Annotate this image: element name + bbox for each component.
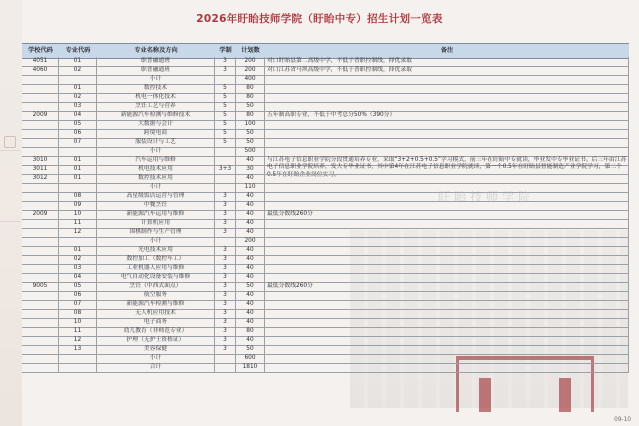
header-duration: 学制 xyxy=(219,47,232,54)
major-name-cell: 护理（无护士资格证） xyxy=(97,336,215,345)
duration-cell xyxy=(215,147,236,156)
major-name-cell: 大数据与会计 xyxy=(97,120,215,129)
school-code-cell xyxy=(22,102,59,111)
header-plan-count: 计划数 xyxy=(241,47,260,54)
duration-cell: 3 xyxy=(215,345,236,354)
major-name-cell: 计算机应用 xyxy=(97,219,215,228)
major-code-cell: 03 xyxy=(59,102,97,111)
school-code-cell xyxy=(22,327,59,336)
major-code-cell: 02 xyxy=(59,93,97,102)
major-name-cell: 机电技术应用 xyxy=(97,165,215,174)
plan-count-cell: 600 xyxy=(236,354,265,363)
major-code-cell: 04 xyxy=(59,111,97,120)
plan-count-cell: 80 xyxy=(236,111,265,120)
duration-cell: 5 xyxy=(215,111,236,120)
plan-count-cell: 1810 xyxy=(236,363,265,372)
major-code-cell: 01 xyxy=(59,156,97,165)
note-cell xyxy=(265,174,629,183)
note-cell xyxy=(265,102,629,111)
major-name-cell: 小计 xyxy=(97,147,215,156)
major-code-cell: 12 xyxy=(59,336,97,345)
plan-count-cell: 200 xyxy=(236,237,265,246)
major-name-cell: 机电一体化技术 xyxy=(97,93,215,102)
major-name-cell: 无人机应用技术 xyxy=(97,309,215,318)
note-cell xyxy=(265,363,629,372)
header-major-code: 专业代码 xyxy=(65,47,91,54)
school-code-cell xyxy=(22,120,59,129)
header-school-code: 学校代码 xyxy=(28,47,53,54)
school-code-cell xyxy=(22,255,59,264)
duration-cell: 5 xyxy=(215,129,236,138)
plan-count-cell: 40 xyxy=(236,156,265,165)
major-name-cell: 小计 xyxy=(97,237,215,246)
note-cell xyxy=(265,75,629,84)
plan-count-cell: 40 xyxy=(236,174,265,183)
page-number: 09-10 xyxy=(614,417,631,423)
major-code-cell: 08 xyxy=(59,309,97,318)
school-code-cell: 3010 xyxy=(22,156,59,165)
school-code-cell xyxy=(22,138,59,147)
note-cell xyxy=(265,264,629,273)
major-code-cell xyxy=(59,354,97,363)
left-mark-icon xyxy=(4,136,16,148)
note-cell: 五年制高职专业，不低于中考总分50%（390分） xyxy=(265,111,629,120)
plan-count-cell: 30 xyxy=(236,165,265,174)
left-lines-decoration xyxy=(0,150,20,222)
note-cell xyxy=(265,120,629,129)
major-name-cell: 数控技术应用 xyxy=(97,174,215,183)
plan-count-cell: 40 xyxy=(236,291,265,300)
major-code-cell: 01 xyxy=(59,165,97,174)
header-major-name: 专业名称及方向 xyxy=(134,47,178,54)
duration-cell: 3 xyxy=(215,264,236,273)
duration-cell xyxy=(215,237,236,246)
duration-cell: 3 xyxy=(215,228,236,237)
school-code-cell xyxy=(22,183,59,192)
major-code-cell: 01 xyxy=(59,174,97,183)
major-code-cell: 01 xyxy=(59,57,97,66)
major-name-cell: 职普融通班 xyxy=(97,66,215,75)
school-code-cell: 4051 xyxy=(22,57,59,66)
admission-plan-table xyxy=(22,43,629,411)
note-cell: 对口江苏省马坝高级中学，不低于普职控制线，择优录取 xyxy=(265,66,629,75)
school-code-cell xyxy=(22,336,59,345)
note-cell xyxy=(265,255,629,264)
major-name-cell: 数控技术 xyxy=(97,84,215,93)
note-cell xyxy=(265,237,629,246)
school-code-cell xyxy=(22,219,59,228)
plan-count-cell: 40 xyxy=(236,309,265,318)
school-code-cell: 2009 xyxy=(22,111,59,120)
major-name-cell: 服装设计与工艺 xyxy=(97,138,215,147)
note-cell xyxy=(265,318,629,327)
duration-cell xyxy=(215,363,236,372)
plan-count-cell: 110 xyxy=(236,183,265,192)
major-name-cell: 合计 xyxy=(97,363,215,372)
major-code-cell: 12 xyxy=(59,228,97,237)
major-code-cell: 11 xyxy=(59,327,97,336)
major-name-cell: 新能源汽车检测与维修技术 xyxy=(97,111,215,120)
major-name-cell: 烹饪（中西式面点） xyxy=(97,282,215,291)
school-code-cell xyxy=(22,309,59,318)
note-cell xyxy=(265,93,629,102)
major-name-cell: 电子商务 xyxy=(97,318,215,327)
plan-count-cell: 50 xyxy=(236,345,265,354)
note-cell xyxy=(265,129,629,138)
plan-count-cell: 50 xyxy=(236,129,265,138)
duration-cell: 5 xyxy=(215,93,236,102)
duration-cell: 3+3 xyxy=(215,165,236,174)
major-code-cell: 09 xyxy=(59,201,97,210)
duration-cell: 5 xyxy=(215,84,236,93)
duration-cell: 3 xyxy=(215,255,236,264)
duration-cell: 3 xyxy=(215,273,236,282)
duration-cell: 3 xyxy=(215,291,236,300)
school-code-cell xyxy=(22,291,59,300)
duration-cell: 3 xyxy=(215,327,236,336)
plan-count-cell: 80 xyxy=(236,93,265,102)
duration-cell: 3 xyxy=(215,66,236,75)
plan-count-cell: 50 xyxy=(236,102,265,111)
note-cell: 最低分数线260分 xyxy=(265,282,629,291)
major-name-cell: 美容保健 xyxy=(97,345,215,354)
major-name-cell: 新能源汽车检测与维修 xyxy=(97,300,215,309)
note-cell xyxy=(265,228,629,237)
major-code-cell: 08 xyxy=(59,192,97,201)
school-code-cell: 9005 xyxy=(22,282,59,291)
major-code-cell xyxy=(59,237,97,246)
major-name-cell: 中餐烹饪 xyxy=(97,201,215,210)
table-row xyxy=(22,363,629,373)
school-code-cell xyxy=(22,129,59,138)
duration-cell: 3 xyxy=(215,201,236,210)
major-code-cell: 01 xyxy=(59,246,97,255)
major-code-cell: 11 xyxy=(59,219,97,228)
school-code-cell: 3011 xyxy=(22,165,59,174)
note-cell xyxy=(265,147,629,156)
plan-count-cell: 80 xyxy=(236,84,265,93)
major-code-cell: 02 xyxy=(59,255,97,264)
school-code-cell xyxy=(22,93,59,102)
duration-cell xyxy=(215,183,236,192)
note-cell xyxy=(265,327,629,336)
major-name-cell: 高星级饭店运营与管理 xyxy=(97,192,215,201)
major-code-cell: 10 xyxy=(59,318,97,327)
note-cell xyxy=(265,273,629,282)
school-code-cell xyxy=(22,246,59,255)
plan-count-cell: 40 xyxy=(236,228,265,237)
major-code-cell: 04 xyxy=(59,273,97,282)
major-name-cell: 幼儿教育（非师范专业） xyxy=(97,327,215,336)
major-code-cell: 02 xyxy=(59,66,97,75)
major-name-cell: 小计 xyxy=(97,183,215,192)
major-code-cell: 10 xyxy=(59,210,97,219)
note-cell xyxy=(265,165,629,174)
plan-count-cell: 80 xyxy=(236,327,265,336)
major-name-cell: 汽车运用与维修 xyxy=(97,156,215,165)
duration-cell: 5 xyxy=(215,120,236,129)
note-cell xyxy=(265,192,629,201)
school-code-cell xyxy=(22,300,59,309)
plan-count-cell: 50 xyxy=(236,282,265,291)
major-name-cell: 数控加工（数控车工） xyxy=(97,255,215,264)
plan-count-cell: 400 xyxy=(236,75,265,84)
plan-count-cell: 40 xyxy=(236,246,265,255)
plan-count-cell: 200 xyxy=(236,57,265,66)
school-code-cell xyxy=(22,192,59,201)
major-code-cell xyxy=(59,183,97,192)
school-code-cell: 3012 xyxy=(22,174,59,183)
major-code-cell: 13 xyxy=(59,345,97,354)
watermark-text: 盱眙技师学院 xyxy=(438,190,535,204)
major-code-cell: 01 xyxy=(59,84,97,93)
plan-count-cell: 40 xyxy=(236,273,265,282)
plan-count-cell: 40 xyxy=(236,255,265,264)
school-code-cell xyxy=(22,363,59,372)
note-cell xyxy=(265,309,629,318)
major-code-cell: 06 xyxy=(59,291,97,300)
school-code-cell xyxy=(22,264,59,273)
note-cell xyxy=(265,300,629,309)
major-name-cell: 航空服务 xyxy=(97,291,215,300)
school-code-cell xyxy=(22,228,59,237)
note-cell: 对口盱眙县第二高级中学，不低于普职控制线，择优录取 xyxy=(265,57,629,66)
duration-cell: 3 xyxy=(215,336,236,345)
school-code-cell xyxy=(22,147,59,156)
duration-cell: 3 xyxy=(215,282,236,291)
school-code-cell xyxy=(22,273,59,282)
note-cell xyxy=(265,183,629,192)
duration-cell xyxy=(215,75,236,84)
duration-cell: 3 xyxy=(215,309,236,318)
school-code-cell xyxy=(22,345,59,354)
note-cell xyxy=(265,354,629,363)
major-name-cell: 烹饪工艺与营养 xyxy=(97,102,215,111)
note-cell xyxy=(265,138,629,147)
page-title: 2026年盱眙技师学院（盱眙中专）招生计划一览表 xyxy=(196,13,443,25)
major-name-cell: 围棋制作与生产管理 xyxy=(97,228,215,237)
school-code-cell xyxy=(22,201,59,210)
school-code-cell xyxy=(22,84,59,93)
note-cell: 最低分数线260分 xyxy=(265,210,629,219)
school-code-cell: 2009 xyxy=(22,210,59,219)
duration-cell xyxy=(215,156,236,165)
note-cell xyxy=(265,345,629,354)
major-code-cell: 05 xyxy=(59,282,97,291)
duration-cell: 3 xyxy=(215,210,236,219)
duration-cell: 5 xyxy=(215,102,236,111)
plan-count-cell: 40 xyxy=(236,201,265,210)
school-code-cell xyxy=(22,318,59,327)
plan-count-cell: 40 xyxy=(236,192,265,201)
duration-cell xyxy=(215,174,236,183)
plan-count-cell: 40 xyxy=(236,210,265,219)
major-code-cell: 06 xyxy=(59,129,97,138)
plan-count-cell: 500 xyxy=(236,147,265,156)
major-name-cell: 职普融通班 xyxy=(97,57,215,66)
major-code-cell xyxy=(59,147,97,156)
school-code-cell xyxy=(22,75,59,84)
plan-count-cell: 40 xyxy=(236,219,265,228)
major-name-cell: 电气自动化设备安装与维修 xyxy=(97,273,215,282)
major-code-cell: 03 xyxy=(59,264,97,273)
plan-count-cell: 40 xyxy=(236,318,265,327)
plan-count-cell: 100 xyxy=(236,120,265,129)
major-name-cell: 跨境电商 xyxy=(97,129,215,138)
duration-cell xyxy=(215,354,236,363)
note-cell xyxy=(265,291,629,300)
major-code-cell: 05 xyxy=(59,120,97,129)
major-name-cell: 光电技术应用 xyxy=(97,246,215,255)
plan-count-cell: 40 xyxy=(236,336,265,345)
major-code-cell xyxy=(59,363,97,372)
note-cell xyxy=(265,84,629,93)
plan-count-cell: 40 xyxy=(236,264,265,273)
plan-count-cell: 200 xyxy=(236,66,265,75)
note-cell xyxy=(265,246,629,255)
major-name-cell: 小计 xyxy=(97,75,215,84)
header-note: 备注 xyxy=(440,47,454,54)
major-code-cell xyxy=(59,75,97,84)
major-name-cell: 新能源汽车运用与维修 xyxy=(97,210,215,219)
note-cell: 与江苏电子信息职业学院分段贯通培养专业，采取“3+2+0.5+0.5”学习模式，前三年在盱眙中专就读，毕业发中专毕业证书。后三年由江苏电子信息职业学院培养，发大专毕业证书，其中第4年在江苏电子信息职业学院就读，第一个0.5年在盱眙县智能制造产业学院学习，第二个0.5年在盱眙企业岗位实习。 xyxy=(265,156,629,196)
major-code-cell: 07 xyxy=(59,300,97,309)
note-cell xyxy=(265,201,629,210)
school-code-cell: 4060 xyxy=(22,66,59,75)
duration-cell: 3 xyxy=(215,57,236,66)
duration-cell: 3 xyxy=(215,192,236,201)
major-name-cell: 工业机器人应用与维修 xyxy=(97,264,215,273)
duration-cell: 3 xyxy=(215,219,236,228)
major-name-cell: 小计 xyxy=(97,354,215,363)
note-cell xyxy=(265,336,629,345)
duration-cell: 3 xyxy=(215,246,236,255)
school-code-cell xyxy=(22,354,59,363)
duration-cell: 3 xyxy=(215,318,236,327)
note-cell xyxy=(265,219,629,228)
school-code-cell xyxy=(22,237,59,246)
major-code-cell: 07 xyxy=(59,138,97,147)
plan-count-cell: 40 xyxy=(236,300,265,309)
plan-count-cell: 50 xyxy=(236,138,265,147)
duration-cell: 3 xyxy=(215,300,236,309)
duration-cell: 5 xyxy=(215,138,236,147)
